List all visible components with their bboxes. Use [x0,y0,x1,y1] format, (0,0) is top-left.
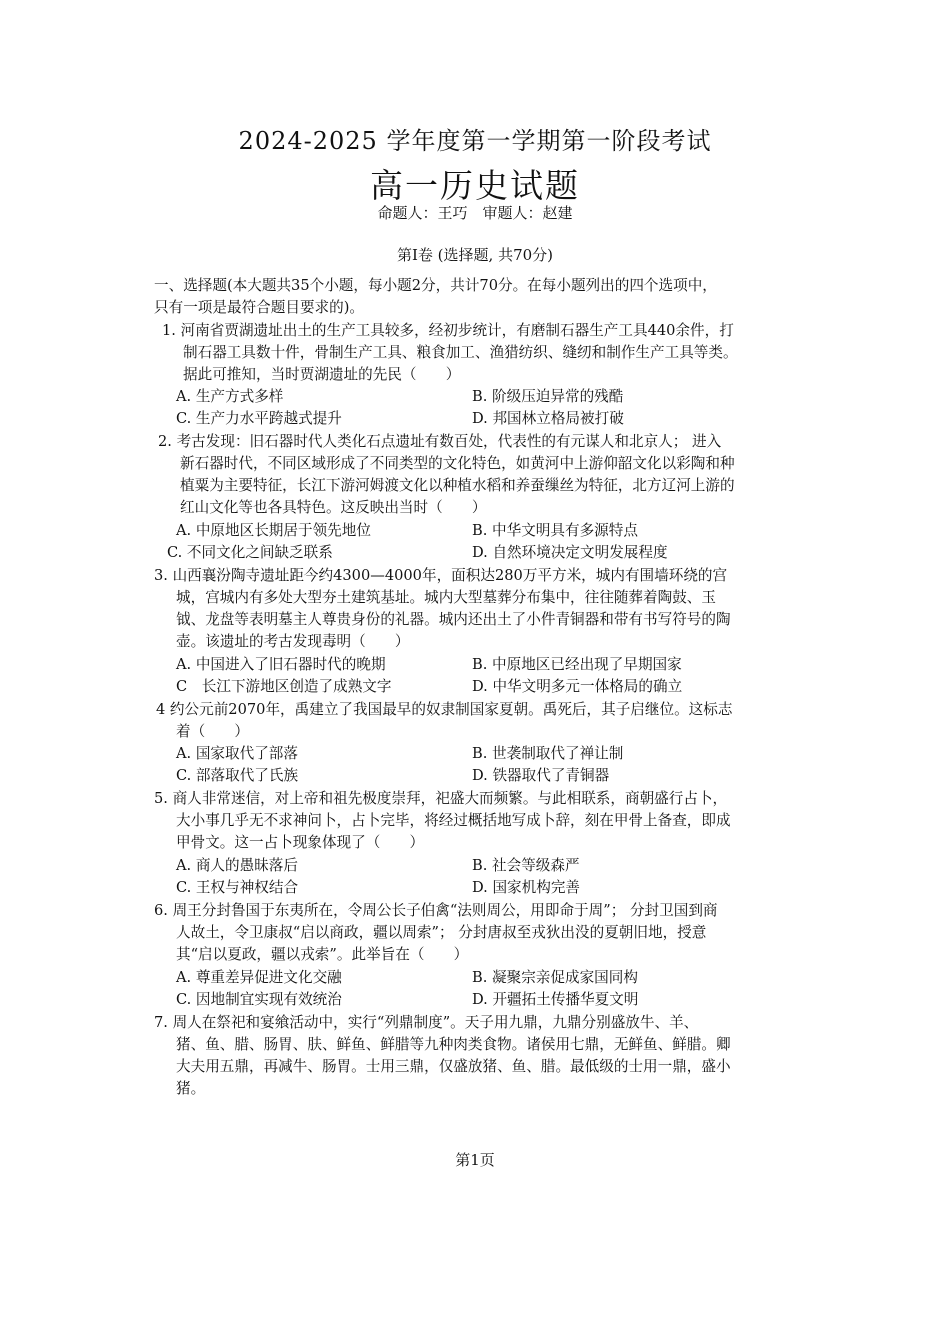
question-line: 1. 河南省贾湖遗址出土的生产工具较多，经初步统计，有磨制石器生产工具440余件，打 [162,322,734,339]
question-line: 着（ ） [176,723,249,740]
option-a: A. 中国进入了旧石器时代的晚期 [176,656,386,673]
option-d: D. 中华文明多元一体格局的确立 [472,678,683,695]
option-c: C. 部落取代了氏族 [176,767,299,784]
option-b: B. 社会等级森严 [472,857,580,874]
option-b: B. 凝聚宗亲促成家国同构 [472,969,638,986]
option-d: D. 国家机构完善 [472,879,581,896]
question-line: 其“启以夏政，疆以戎索”。此举旨在（ ） [176,946,469,963]
option-d: D. 自然环境决定文明发展程度 [472,544,668,561]
option-d: D. 开疆拓土传播华夏文明 [472,991,639,1008]
question-line: 4 约公元前2070年，禹建立了我国最早的奴隶制国家夏朝。禹死后，其子启继位。这标志 [156,701,733,718]
option-b: B. 中原地区已经出现了早期国家 [472,656,682,673]
page-number: 第1页 [455,1151,495,1169]
option-c: C. 王权与神权结合 [176,879,299,896]
authors-line: 命题人：王巧 审题人：赵建 [377,204,573,222]
option-c: C. 因地制宜实现有效统治 [176,991,342,1008]
question-line: 人故土，令卫康叔“启以商政，疆以周索”； 分封唐叔至戎狄出没的夏朝旧地，授意 [176,924,707,941]
option-c: C. 不同文化之间缺乏联系 [167,544,333,561]
question-line: 新石器时代，不同区域形成了不同类型的文化特色，如黄河中上游仰韶文化以彩陶和种 [180,455,735,472]
question-line: 城，宫城内有多处大型夯土建筑基址。城内大型墓葬分布集中，往往随葬着陶鼓、玉 [176,589,716,606]
option-d: D. 铁器取代了青铜器 [472,767,610,784]
option-b: B. 世袭制取代了禅让制 [472,745,624,762]
option-c: C. 生产力水平跨越式提升 [176,410,342,427]
question-line: 5. 商人非常迷信，对上帝和祖先极度崇拜，祀盛大而频繁。与此相联系，商朝盛行占卜， [154,790,728,807]
section-title: 第Ⅰ卷 (选择题, 共70分) [396,246,554,264]
exam-title: 2024-2025 学年度第一学期第一阶段考试 [238,127,712,155]
question-line: 植粟为主要特征，长江下游河姆渡文化以种植水稻和养蚕缫丝为特征，北方辽河上游的 [180,477,735,494]
question-line: 大夫用五鼎，再减牛、肠胃。士用三鼎，仅盛放猪、鱼、腊。最低级的士用一鼎，盛小 [176,1058,731,1075]
instructions-line: 只有一项是最符合题目要求的)。 [154,299,365,316]
question-line: 壶。该遗址的考古发现毒明（ ） [176,633,410,650]
subject-title: 高一历史试题 [370,166,580,205]
option-a: A. 国家取代了部落 [176,745,298,762]
question-line: 据此可推知，当时贾湖遗址的先民（ ） [183,366,461,383]
option-b: B. 阶级压迫异常的残酷 [472,388,624,405]
option-d: D. 邦国林立格局被打破 [472,410,624,427]
question-line: 7. 周人在祭祀和宴飨活动中，实行“列鼎制度”。天子用九鼎，九鼎分别盛放牛、羊、 [154,1014,699,1031]
question-line: 2. 考古发现：旧石器时代人类化石点遗址有数百处，代表性的有元谋人和北京人； 进入 [158,433,722,450]
option-a: A. 尊重差异促进文化交融 [176,969,342,986]
question-line: 钺、龙盘等表明墓主人尊贵身份的礼器。城内还出土了小件青铜器和带有书写符号的陶 [176,611,731,628]
question-line: 3. 山西襄汾陶寺遗址距今约4300—4000年，面积达280万平方米，城内有围墙环绕的宫 [154,567,728,584]
option-a: A. 商人的愚昧落后 [176,857,298,874]
option-b: B. 中华文明具有多源特点 [472,522,638,539]
instructions-line: 一、选择题(本大题共35个小题，每小题2分，共计70分。在每小题列出的四个选项中， [154,277,717,294]
question-line: 红山文化等也各具特色。这反映出当时（ ） [180,499,487,516]
option-a: A. 生产方式多样 [176,388,284,405]
question-line: 猪。 [176,1080,206,1097]
option-a: A. 中原地区长期居于领先地位 [176,522,371,539]
question-line: 6. 周王分封鲁国于东夷所在，令周公长子伯禽“法则周公，用即命于周”； 分封卫国到商 [154,902,718,919]
option-c: C 长江下游地区创造了成熟文字 [176,678,392,695]
question-line: 制石器工具数十件，骨制生产工具、粮食加工、渔猎纺织、缝纫和制作生产工具等类。 [183,344,738,361]
question-line: 猪、鱼、腊、肠胃、肤、鲜鱼、鲜腊等九种肉类食物。诸侯用七鼎，无鲜鱼、鲜腊。卿 [176,1036,731,1053]
question-line: 甲骨文。这一占卜现象体现了（ ） [176,834,425,851]
question-line: 大小事几乎无不求神问卜，占卜完毕，将经过概括地写成卜辞，刻在甲骨上备查，即成 [176,812,731,829]
